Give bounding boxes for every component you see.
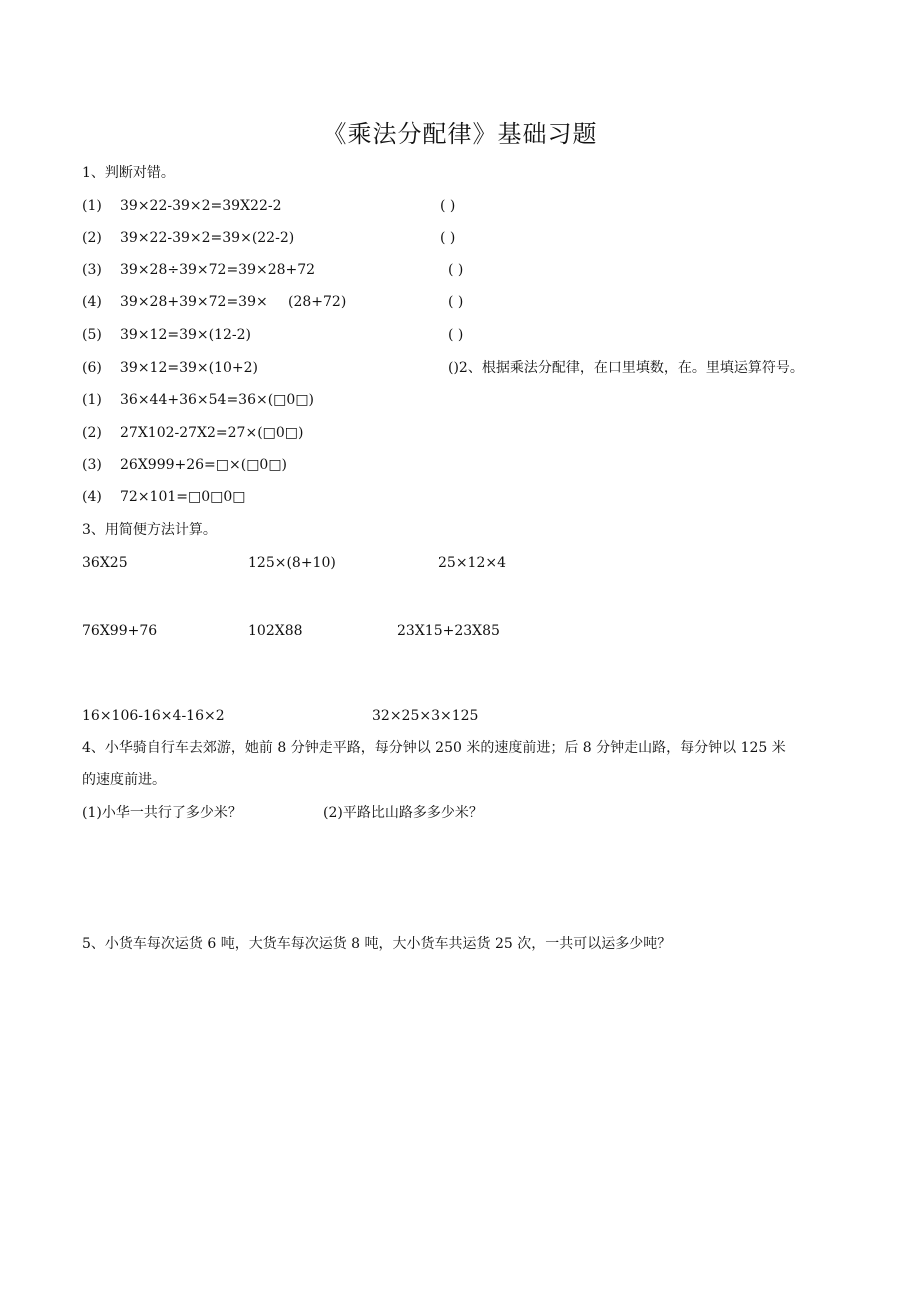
s3-problem-4: 76X99+76 bbox=[82, 623, 158, 639]
s1-item3-num: (3) bbox=[82, 262, 102, 278]
s3-problem-8: 32×25×3×125 bbox=[372, 708, 479, 724]
s1-item2-expr: 39×22-39×2=39×(22-2) bbox=[120, 230, 295, 246]
s1-item4-answer-paren: ( ) bbox=[448, 294, 464, 310]
s1-item4-num: (4) bbox=[82, 294, 102, 310]
s1-item1-expr: 39×22-39×2=39X22-2 bbox=[120, 198, 282, 214]
s3-problem-3: 25×12×4 bbox=[438, 555, 506, 571]
s1-item2-num: (2) bbox=[82, 230, 102, 246]
s1-item6-num: (6) bbox=[82, 360, 102, 376]
s1-item6-expr: 39×12=39×(10+2) bbox=[120, 360, 259, 376]
s1-item5-expr: 39×12=39×(12-2) bbox=[120, 327, 252, 343]
s3-problem-2: 125×(8+10) bbox=[248, 555, 336, 571]
s1-item1-num: (1) bbox=[82, 198, 102, 214]
section3-heading: 3、用简便方法计算。 bbox=[82, 522, 217, 538]
s1-item6-answer-and-section2-heading: ()2、根据乘法分配律，在口里填数，在。里填运算符号。 bbox=[448, 360, 804, 376]
s3-problem-6: 23X15+23X85 bbox=[397, 623, 500, 639]
s1-item4-expr-part2: (28+72) bbox=[288, 294, 347, 310]
s1-item1-answer-paren: ( ) bbox=[440, 198, 456, 214]
s1-item2-answer-paren: ( ) bbox=[440, 230, 456, 246]
s2-item3-expr: 26X999+26=□×(□0□) bbox=[120, 457, 288, 473]
s1-item3-expr: 39×28÷39×72=39×28+72 bbox=[120, 262, 316, 278]
s3-problem-7: 16×106-16×4-16×2 bbox=[82, 708, 225, 724]
s2-item2-expr: 27X102-27X2=27×(□0□) bbox=[120, 425, 304, 441]
s2-item4-expr: 72×101=□0□0□ bbox=[120, 489, 246, 505]
s3-problem-5: 102X88 bbox=[248, 623, 303, 639]
section4-text-line1: 4、小华骑自行车去郊游，她前 8 分钟走平路，每分钟以 250 米的速度前进；后 8 分钟走山路，每分钟以 125 米 bbox=[82, 740, 786, 756]
section4-question2: (2)平路比山路多多少米？ bbox=[323, 805, 483, 821]
section1-heading: 1、判断对错。 bbox=[82, 165, 175, 181]
section4-question1: (1)小华一共行了多少米？ bbox=[82, 805, 242, 821]
s1-item5-num: (5) bbox=[82, 327, 102, 343]
section4-text-line2: 的速度前进。 bbox=[82, 772, 166, 788]
s2-item4-num: (4) bbox=[82, 489, 102, 505]
s2-item3-num: (3) bbox=[82, 457, 102, 473]
s3-problem-1: 36X25 bbox=[82, 555, 128, 571]
s2-item1-expr: 36×44+36×54=36×(□0□) bbox=[120, 392, 315, 408]
s1-item3-answer-paren: ( ) bbox=[448, 262, 464, 278]
s2-item1-num: (1) bbox=[82, 392, 102, 408]
section5-text: 5、小货车每次运货 6 吨，大货车每次运货 8 吨，大小货车共运货 25 次，一共可以运多少吨？ bbox=[82, 936, 672, 952]
s2-item2-num: (2) bbox=[82, 425, 102, 441]
s1-item4-expr: 39×28+39×72=39× bbox=[120, 294, 268, 310]
s1-item5-answer-paren: ( ) bbox=[448, 327, 464, 343]
page-title: 《乘法分配律》基础习题 bbox=[322, 120, 598, 148]
